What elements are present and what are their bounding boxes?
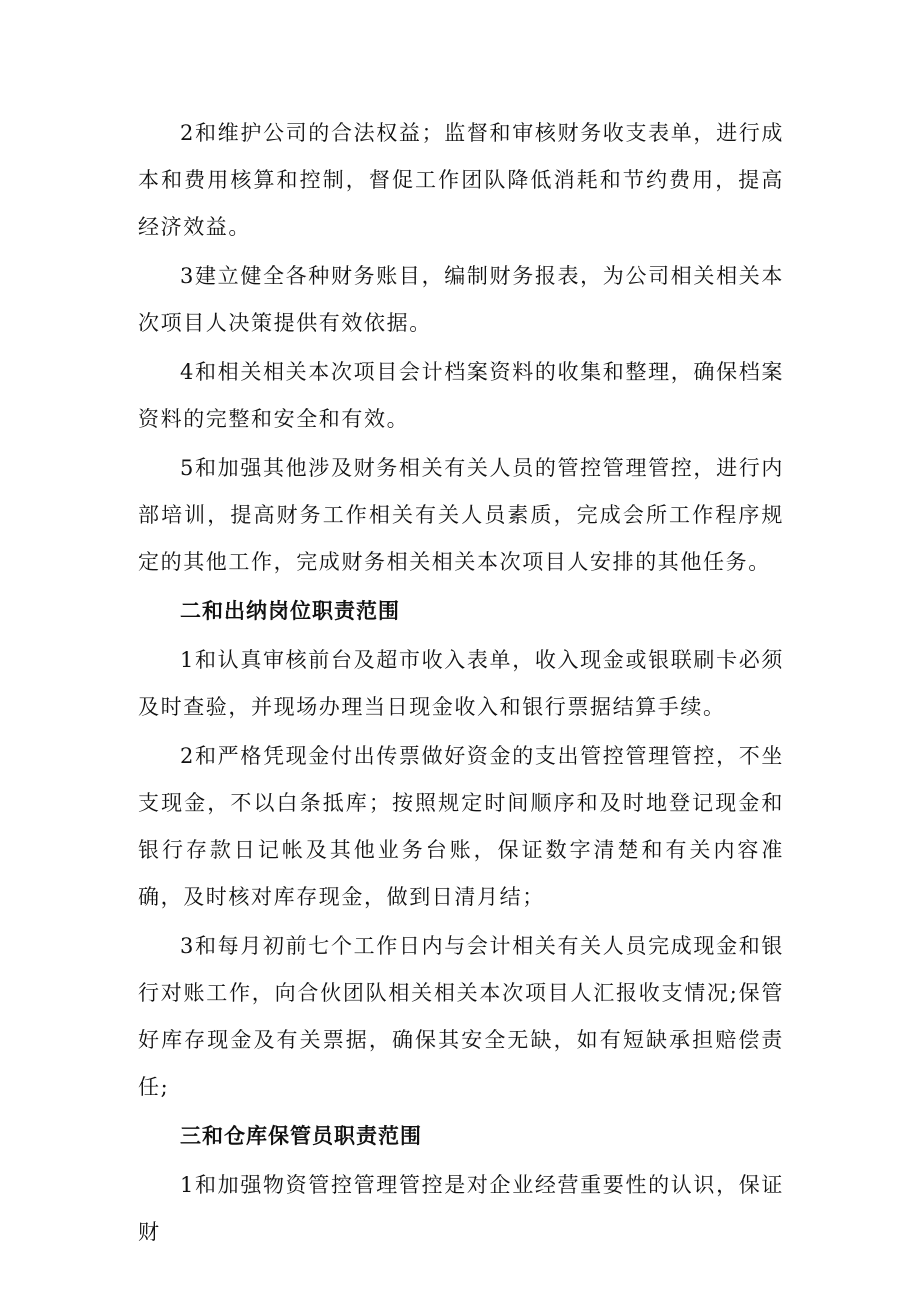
paragraph-1: 2和维护公司的合法权益；监督和审核财务收支表单，进行成本和费用核算和控制，督促工作团队降低消耗和节约费用，提高经济效益。: [138, 121, 784, 239]
paragraph-4: 5和加强其他涉及财务相关有关人员的管控管理管控，进行内部培训，提高财务工作相关有关人员素质，完成会所工作程序规定的其他工作，完成财务相关相关本次项目人安排的其他任务。: [138, 456, 784, 574]
paragraph-3: 4和相关相关本次项目会计档案资料的收集和整理，确保档案资料的完整和安全和有效。: [138, 360, 784, 431]
paragraph-7: 3和每月初前七个工作日内与会计相关有关人员完成现金和银行对账工作，向合伙团队相关相关本次项目人汇报收支情况;保管好库存现金及有关票据，确保其安全无缺，如有短缺承担赔偿责任;: [138, 934, 784, 1099]
paragraph-8: 1和加强物资管控管理管控是对企业经营重要性的认识，保证财: [138, 1173, 784, 1244]
section-heading-warehouse: 三和仓库保管员职责范围: [180, 1124, 422, 1148]
paragraph-2: 3建立健全各种财务账目，编制财务报表，为公司相关相关本次项目人决策提供有效依据。: [138, 264, 784, 335]
section-heading-cashier: 二和出纳岗位职责范围: [180, 599, 400, 623]
paragraph-5: 1和认真审核前台及超市收入表单，收入现金或银联刷卡必须及时查验，并现场办理当日现金收入和银行票据结算手续。: [138, 648, 784, 719]
paragraph-6: 2和严格凭现金付出传票做好资金的支出管控管理管控，不坐支现金，不以白条抵库；按照规定时间顺序和及时地登记现金和银行存款日记帐及其他业务台账，保证数字清楚和有关内容准确，及时核对库存现金，做到日清月结；: [138, 744, 784, 909]
